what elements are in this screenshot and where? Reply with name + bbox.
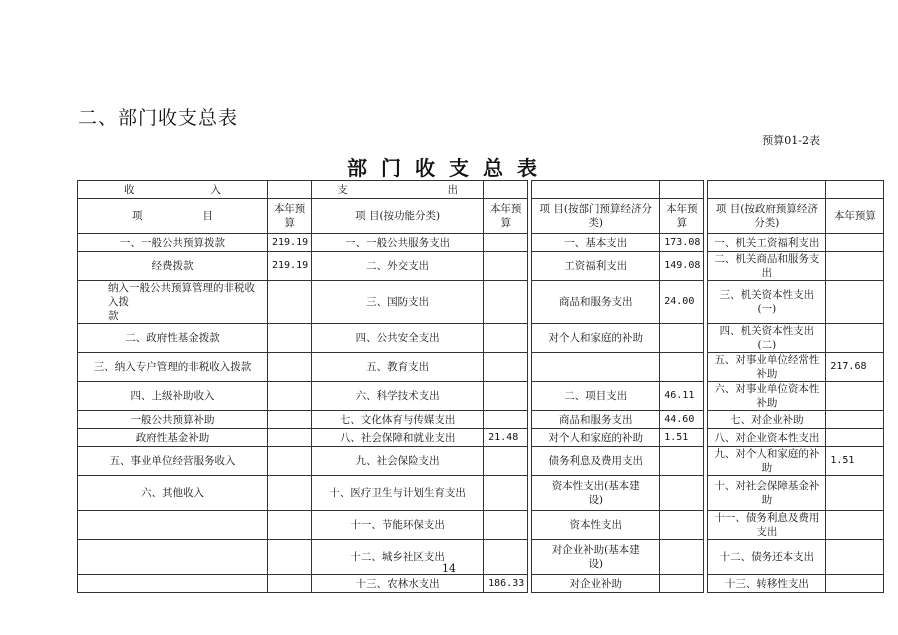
income-header-a: 收 [124,183,141,196]
dept-amount [660,575,704,593]
gov-amount [826,476,884,511]
income-item [78,575,268,593]
function-amount [484,324,528,353]
function-item: 七、文化体育与传媒支出 [312,411,484,429]
table-row [78,234,884,252]
header-empty-6 [826,181,884,199]
income-item: 六、其他收入 [78,476,268,511]
dept-item [532,353,660,382]
dept-item: 债务利息及费用支出 [532,447,660,476]
gov-item: 四、机关资本性支出(二) [708,324,826,353]
expense-header-b: 出 [447,183,459,196]
expense-header-a: 支 [337,183,348,196]
function-item: 二、外交支出 [312,252,484,281]
dept-item [532,476,660,511]
function-amount [484,234,528,252]
function-header: 项 目(按功能分类) [312,199,484,234]
item-header-b: 目 [202,210,213,222]
dept-item: 对企业补助 [532,575,660,593]
function-amount [484,252,528,281]
dept-amount [660,476,704,511]
dept-budget-header [660,199,704,234]
table-row [78,575,884,593]
dept-item-line2: 设) [588,494,604,506]
header-row-2 [78,199,884,234]
gov-amount: 1.51 [826,447,884,476]
gov-item: 三、机关资本性支出(一) [708,281,826,324]
income-item: 四、上级补助收入 [78,382,268,411]
budget-header-line2: 算 [284,217,295,229]
header-empty-3 [532,181,660,199]
gov-item: 八、对企业资本性支出 [708,429,826,447]
income-amount [268,281,312,324]
expense-header [312,181,484,199]
income-item: 二、政府性基金拨款 [78,324,268,353]
income-amount [268,447,312,476]
dept-item: 工资福利支出 [532,252,660,281]
dept-amount: 173.08 [660,234,704,252]
income-item: 经费拨款 [78,252,268,281]
function-item: 十一、节能环保支出 [312,511,484,540]
income-amount [268,429,312,447]
function-amount [484,353,528,382]
dept-item-line1: 对企业补助(基本建 [551,544,640,556]
gov-item: 十、对社会保障基金补助 [708,476,826,511]
dept-amount [660,447,704,476]
function-amount [484,382,528,411]
page-number: 14 [442,562,456,575]
gov-amount [826,511,884,540]
dept-item: 商品和服务支出 [532,281,660,324]
table-row [78,447,884,476]
function-item: 三、国防支出 [312,281,484,324]
dept-amount [660,324,704,353]
function-amount [484,476,528,511]
function-amount [484,281,528,324]
income-item: 三、纳入专户管理的非税收入拨款 [78,353,268,382]
function-item: 十三、农林水支出 [312,575,484,593]
function-amount: 186.33 [484,575,528,593]
item-header [78,199,268,234]
function-item: 五、教育支出 [312,353,484,382]
section-title: 二、部门收支总表 [78,107,239,129]
gov-amount [826,252,884,281]
dept-amount: 149.08 [660,252,704,281]
gov-item: 二、机关商品和服务支出 [708,252,826,281]
income-amount [268,511,312,540]
dept-amount: 24.00 [660,281,704,324]
function-amount [484,447,528,476]
income-item-line1: 纳入一般公共预算管理的非税收入拨 [108,282,255,308]
income-budget-header [268,199,312,234]
income-item [78,281,268,324]
income-header [78,181,268,199]
table-row [78,411,884,429]
table-row [78,511,884,540]
function-item: 四、公共安全支出 [312,324,484,353]
dept-amount [660,511,704,540]
income-amount: 219.19 [268,234,312,252]
function-item: 十、医疗卫生与计划生育支出 [312,476,484,511]
gov-budget-header: 本年预算 [826,199,884,234]
header-empty-1 [268,181,312,199]
dept-amount: 1.51 [660,429,704,447]
income-item [78,511,268,540]
income-item: 一般公共预算补助 [78,411,268,429]
gov-amount [826,575,884,593]
income-amount [268,476,312,511]
item-header-a: 项 [132,210,143,222]
budget-header-line2: 算 [676,217,688,229]
gov-amount [826,429,884,447]
budget-table [77,180,884,593]
dept-amount: 44.60 [660,411,704,429]
income-amount [268,324,312,353]
function-amount: 21.48 [484,429,528,447]
dept-item: 二、项目支出 [532,382,660,411]
header-row-1 [78,181,884,199]
income-item: 五、事业单位经营服务收入 [78,447,268,476]
function-budget-header [484,199,528,234]
dept-item: 商品和服务支出 [532,411,660,429]
gov-amount [826,281,884,324]
function-item: 八、社会保障和就业支出 [312,429,484,447]
income-item: 一、一般公共预算拨款 [78,234,268,252]
dept-item: 对个人和家庭的补助 [532,429,660,447]
budget-header-line2: 算 [500,217,511,229]
income-amount [268,411,312,429]
function-item: 一、一般公共服务支出 [312,234,484,252]
dept-item-line1: 资本性支出(基本建 [551,480,640,492]
table-row [78,429,884,447]
function-item: 六、科学技术支出 [312,382,484,411]
table-row [78,281,884,324]
header-empty-4 [660,181,704,199]
income-amount [268,353,312,382]
gov-amount [826,382,884,411]
table-row [78,382,884,411]
budget-header-line1: 本年预 [666,203,698,215]
income-amount [268,382,312,411]
gov-item: 九、对个人和家庭的补助 [708,447,826,476]
function-amount [484,411,528,429]
table-row [78,252,884,281]
income-item: 政府性基金补助 [78,429,268,447]
dept-econ-header: 项 目(按部门预算经济分类) [532,199,660,234]
gov-item: 一、机关工资福利支出 [708,234,826,252]
header-empty-2 [484,181,528,199]
gov-amount [826,324,884,353]
main-title: 部门收支总表 [347,156,551,180]
gov-item: 六、对事业单位资本性补助 [708,382,826,411]
header-empty-5 [708,181,826,199]
income-item-line2: 款 [108,310,119,322]
gov-item: 七、对企业补助 [708,411,826,429]
income-header-b: 入 [210,183,221,196]
dept-item: 一、基本支出 [532,234,660,252]
gov-item: 十三、转移性支出 [708,575,826,593]
gov-amount [826,234,884,252]
gov-item: 十一、债务利息及费用支出 [708,511,826,540]
table-row [78,324,884,353]
function-amount [484,511,528,540]
dept-amount [660,353,704,382]
gov-econ-header: 项 目(按政府预算经济分类) [708,199,826,234]
dept-item: 资本性支出 [532,511,660,540]
function-item: 十二、城乡社区支出 [312,540,484,575]
dept-amount: 46.11 [660,382,704,411]
gov-amount [826,411,884,429]
gov-amount: 217.68 [826,353,884,382]
gov-item: 十二、债务还本支出 [708,540,826,575]
dept-item: 对个人和家庭的补助 [532,324,660,353]
budget-header-line1: 本年预 [489,203,522,215]
table-row [78,353,884,382]
function-item: 九、社会保险支出 [312,447,484,476]
gov-item: 五、对事业单位经常性补助 [708,353,826,382]
budget-header-line1: 本年预 [273,203,306,215]
table-row [78,476,884,511]
income-amount [268,575,312,593]
table-code: 预算01-2表 [762,134,820,147]
dept-item-line2: 设) [588,558,604,570]
income-amount: 219.19 [268,252,312,281]
